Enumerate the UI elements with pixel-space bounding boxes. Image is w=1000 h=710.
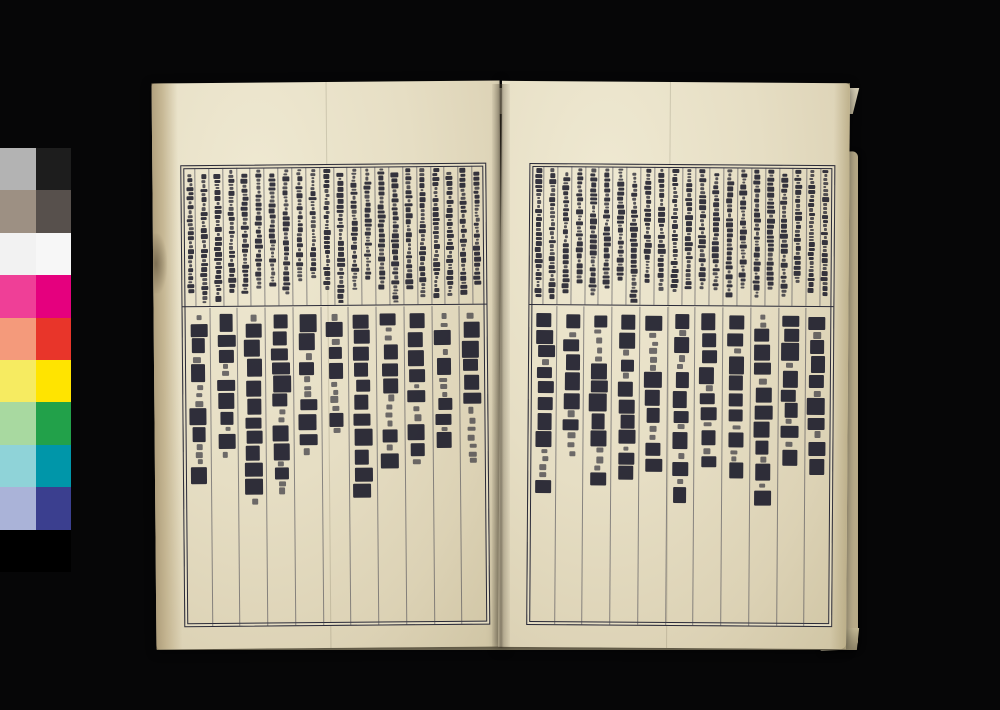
color-swatch-4-1 [0,275,36,317]
text-column [722,167,737,303]
text-column [818,168,833,304]
text-column [210,168,225,304]
text-column [333,167,348,303]
color-swatch-4-2 [36,275,72,317]
text-column [611,311,640,623]
text-column [709,167,724,303]
color-swatch-9-2 [36,487,72,529]
text-column [693,311,722,623]
text-column [348,311,378,623]
color-swatch-8-1 [0,445,36,487]
color-swatch-5-1 [0,318,36,360]
text-column [266,311,296,623]
text-column [361,167,376,303]
text-column [430,310,460,622]
color-swatch-6-2 [36,360,72,402]
right-page [498,81,850,649]
text-column [557,310,586,622]
text-column [239,312,269,624]
text-column [586,166,601,302]
text-column [777,168,792,304]
text-column [750,168,765,304]
text-column [668,167,683,303]
text-column [320,167,335,303]
color-swatch-3-2 [36,233,72,275]
text-column [559,166,574,302]
left-page [152,80,505,649]
color-swatch-6-1 [0,360,36,402]
text-column [638,311,667,623]
open-book [148,60,878,620]
text-column [265,167,280,303]
text-column [212,312,242,624]
text-column [747,312,776,624]
text-column [572,166,587,302]
text-column [545,166,560,302]
text-column [804,168,819,304]
text-column [456,166,471,302]
text-column [600,166,615,302]
book-gutter [492,84,510,648]
text-column [347,167,362,303]
color-swatch-2-1 [0,190,36,232]
left-page-text-frame [180,163,490,628]
color-swatch-1-2 [36,148,72,190]
right-page-upper-text [531,166,832,304]
text-column [763,168,778,304]
left-page-upper-text [183,166,484,305]
left-page-lower-text [185,310,488,625]
text-column [388,166,403,302]
color-swatch-7-2 [36,402,72,444]
text-column [529,310,558,622]
text-column [224,168,239,304]
color-swatch-1-1 [0,148,36,190]
text-column [321,311,351,623]
color-swatch-9-1 [0,487,36,529]
text-column [442,166,457,302]
text-column [775,312,804,624]
text-column [183,168,198,304]
text-column [736,167,751,303]
text-column [584,310,613,622]
color-swatch-7-1 [0,402,36,444]
text-column [470,166,485,302]
color-swatch-8-2 [36,445,72,487]
text-column [403,310,433,622]
right-page-lower-text [529,310,831,624]
text-column [457,310,487,622]
text-column [640,167,655,303]
text-column [654,167,669,303]
text-column [374,166,389,302]
text-column [415,166,430,302]
text-column [279,167,294,303]
text-column [681,167,696,303]
color-swatch-3-1 [0,233,36,275]
right-page-text-frame [526,163,835,627]
text-column [720,311,749,623]
text-column [251,168,266,304]
text-column [375,310,405,622]
color-swatch-10-2 [36,530,72,572]
text-column [197,168,212,304]
text-column [613,167,628,303]
text-column [666,311,695,623]
text-column [401,166,416,302]
text-column [791,168,806,304]
text-column [429,166,444,302]
text-column [531,166,546,302]
color-swatch-5-2 [36,318,72,360]
text-column [695,167,710,303]
text-column [292,167,307,303]
text-column [306,167,321,303]
text-column [627,167,642,303]
color-calibration-target [0,148,71,572]
text-column [185,312,215,624]
color-swatch-10-1 [0,530,36,572]
text-column [294,311,324,623]
text-column [802,312,831,624]
color-swatch-2-2 [36,190,72,232]
text-column [238,168,253,304]
